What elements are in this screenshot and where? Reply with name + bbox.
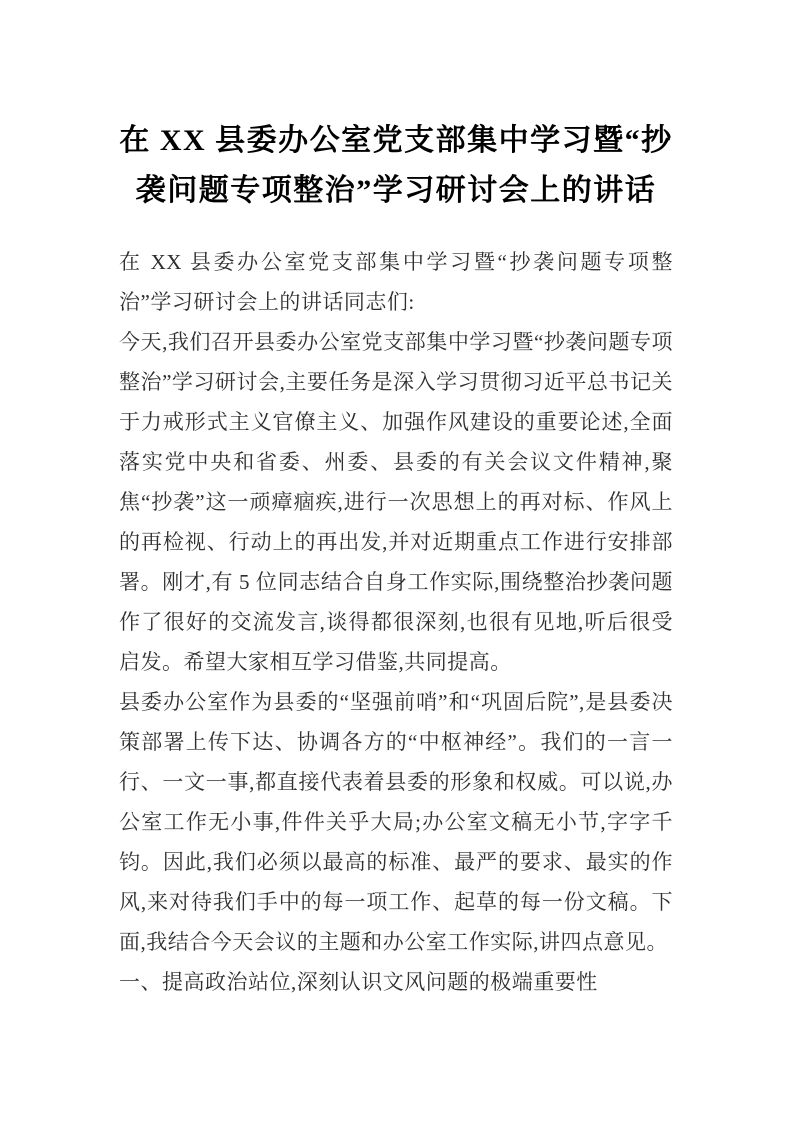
paragraph: 今天,我们召开县委办公室党支部集中学习暨“抄袭问题专项整治”学习研讨会,主要任务是深入学习贯彻习近平总书记关于力戒形式主义官僚主义、加强作风建设的重要论述,全面落实党中央和省委、州委、县委的有关会议文件精神,聚焦“抄袭”这一顽瘴痼疾,进行一次思想上的再对标、作风上的再检视、行动上的再出发,并对近期重点工作进行安排部署。刚才,有 5 位同志结合自身工作实际,围绕整治抄袭问题作了很好的交流发言,谈得都很深刻,也很有见地,听后很受启发。希望大家相互学习借鉴,共同提高。 bbox=[119, 330, 673, 674]
document-title: 在 XX 县委办公室党支部集中学习暨“抄袭问题专项整治”学习研讨会上的讲话 bbox=[119, 124, 673, 207]
paragraph: 县委办公室作为县委的“坚强前哨”和“巩固后院”,是县委决策部署上传下达、协调各方的“中枢神经”。我们的一言一行、一文一事,都直接代表着县委的形象和权威。可以说,办公室工作无小事,件件关乎大局;办公室文稿无小节,字字千钧。因此,我们必须以最高的标准、最严的要求、最实的作风,来对待我们手中的每一项工作、起草的每一份文稿。下面,我结合今天会议的主题和办公室工作实际,讲四点意见。 bbox=[119, 690, 673, 954]
section-heading: 一、提高政治站位,深刻认识文风问题的极端重要性 bbox=[119, 970, 598, 994]
document-content bbox=[119, 116, 673, 1002]
document-body bbox=[119, 242, 673, 1002]
paragraph: 在 XX 县委办公室党支部集中学习暨“抄袭问题专项整治”学习研讨会上的讲话同志们: bbox=[119, 250, 673, 314]
